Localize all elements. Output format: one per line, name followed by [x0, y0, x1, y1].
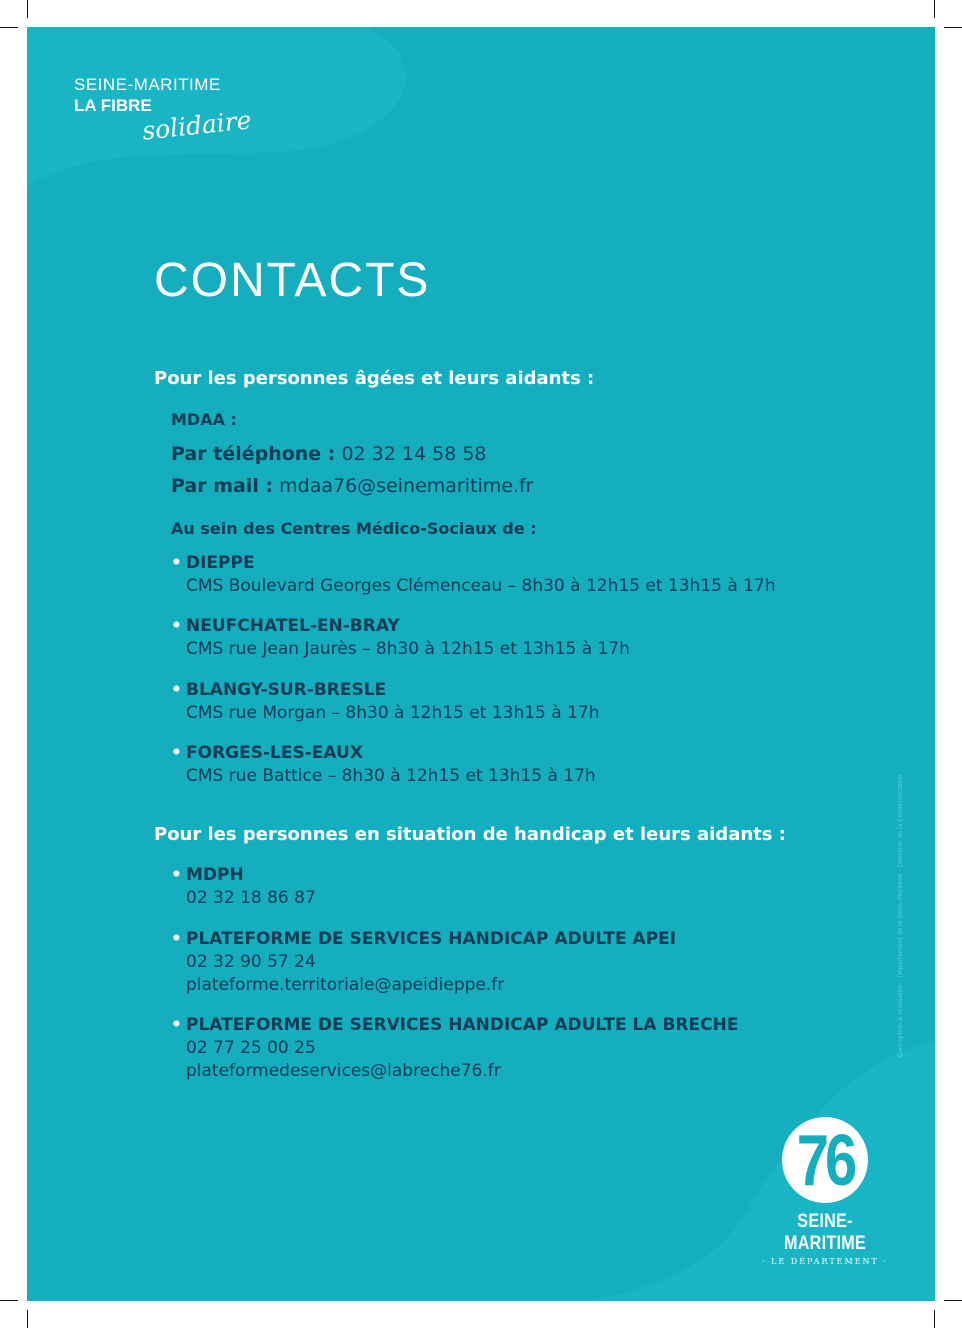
elderly-heading: Pour les personnes âgées et leurs aidants : [154, 368, 595, 389]
logo-number: 76 [796, 1119, 854, 1201]
center-detail: CMS rue Battice – 8h30 à 12h15 et 13h15 à 17h [186, 766, 596, 786]
center-name: DIEPPE [186, 553, 255, 573]
center-detail: CMS rue Morgan – 8h30 à 12h15 et 13h15 à 17h [186, 703, 600, 723]
crop-mark [944, 1300, 962, 1301]
bullet: • [171, 553, 182, 573]
logo-76-circle [782, 1117, 868, 1203]
crop-mark [27, 1310, 28, 1328]
center-detail: CMS Boulevard Georges Clémenceau – 8h30 à 12h15 et 13h15 à 17h [186, 576, 776, 596]
crop-mark [27, 0, 28, 18]
page-title: CONTACTS [154, 254, 431, 307]
org-name: PLATEFORME DE SERVICES HANDICAP ADULTE APEI [186, 929, 677, 949]
flyer-page [27, 27, 935, 1301]
crop-mark [944, 27, 962, 28]
phone-line [171, 443, 487, 465]
cms-heading: Au sein des Centres Médico-Sociaux de : [171, 519, 537, 538]
center-name: FORGES-LES-EAUX [186, 743, 363, 763]
list-item [171, 552, 776, 598]
org-phone: 02 32 18 86 87 [186, 888, 316, 908]
list-item [171, 1014, 738, 1083]
handicap-heading: Pour les personnes en situation de handicap et leurs aidants : [154, 824, 786, 845]
logo-name: SEINE-MARITIME [784, 1211, 866, 1254]
background-wave-top [27, 27, 935, 287]
org-email[interactable]: plateformedeservices@labreche76.fr [186, 1061, 501, 1081]
bullet: • [171, 929, 182, 949]
org-phone: 02 32 90 57 24 [186, 952, 316, 972]
center-detail: CMS rue Jean Jaurès – 8h30 à 12h15 et 13h15 à 17h [186, 639, 630, 659]
mdaa-label: MDAA : [171, 410, 237, 429]
crop-mark [0, 27, 18, 28]
phone-value: 02 32 14 58 58 [341, 443, 487, 465]
center-name: NEUFCHATEL-EN-BRAY [186, 616, 400, 636]
org-name: MDPH [186, 865, 244, 885]
brand-script: solidaire [140, 105, 253, 146]
list-item [171, 864, 316, 910]
bullet: • [171, 865, 182, 885]
list-item [171, 615, 630, 661]
list-item [171, 928, 676, 997]
brand-logo [74, 75, 253, 146]
phone-label: Par téléphone : [171, 443, 336, 465]
list-item [171, 679, 600, 725]
mail-value[interactable]: mdaa76@seinemaritime.fr [279, 475, 534, 497]
crop-mark [934, 0, 935, 18]
org-phone: 02 77 25 00 25 [186, 1038, 316, 1058]
brand-line2: LA FIBRE [74, 96, 152, 115]
center-name: BLANGY-SUR-BRESLE [186, 680, 387, 700]
list-item [171, 742, 596, 788]
logo-tagline: · LE DÉPARTEMENT · [762, 1257, 888, 1266]
bullet: • [171, 743, 182, 763]
bullet: • [171, 680, 182, 700]
crop-mark [0, 1300, 18, 1301]
department-logo [755, 1117, 895, 1266]
org-name: PLATEFORME DE SERVICES HANDICAP ADULTE LA BRECHE [186, 1015, 739, 1035]
credit-text: Conception & réalisation : Département de la Seine-Maritime - Direction de la Communication [897, 774, 904, 1057]
mail-line [171, 475, 533, 497]
mail-label: Par mail : [171, 475, 274, 497]
crop-mark [934, 1310, 935, 1328]
brand-line1: SEINE-MARITIME [74, 75, 221, 94]
org-email[interactable]: plateforme.territoriale@apeidieppe.fr [186, 975, 505, 995]
bullet: • [171, 1015, 182, 1035]
bullet: • [171, 616, 182, 636]
